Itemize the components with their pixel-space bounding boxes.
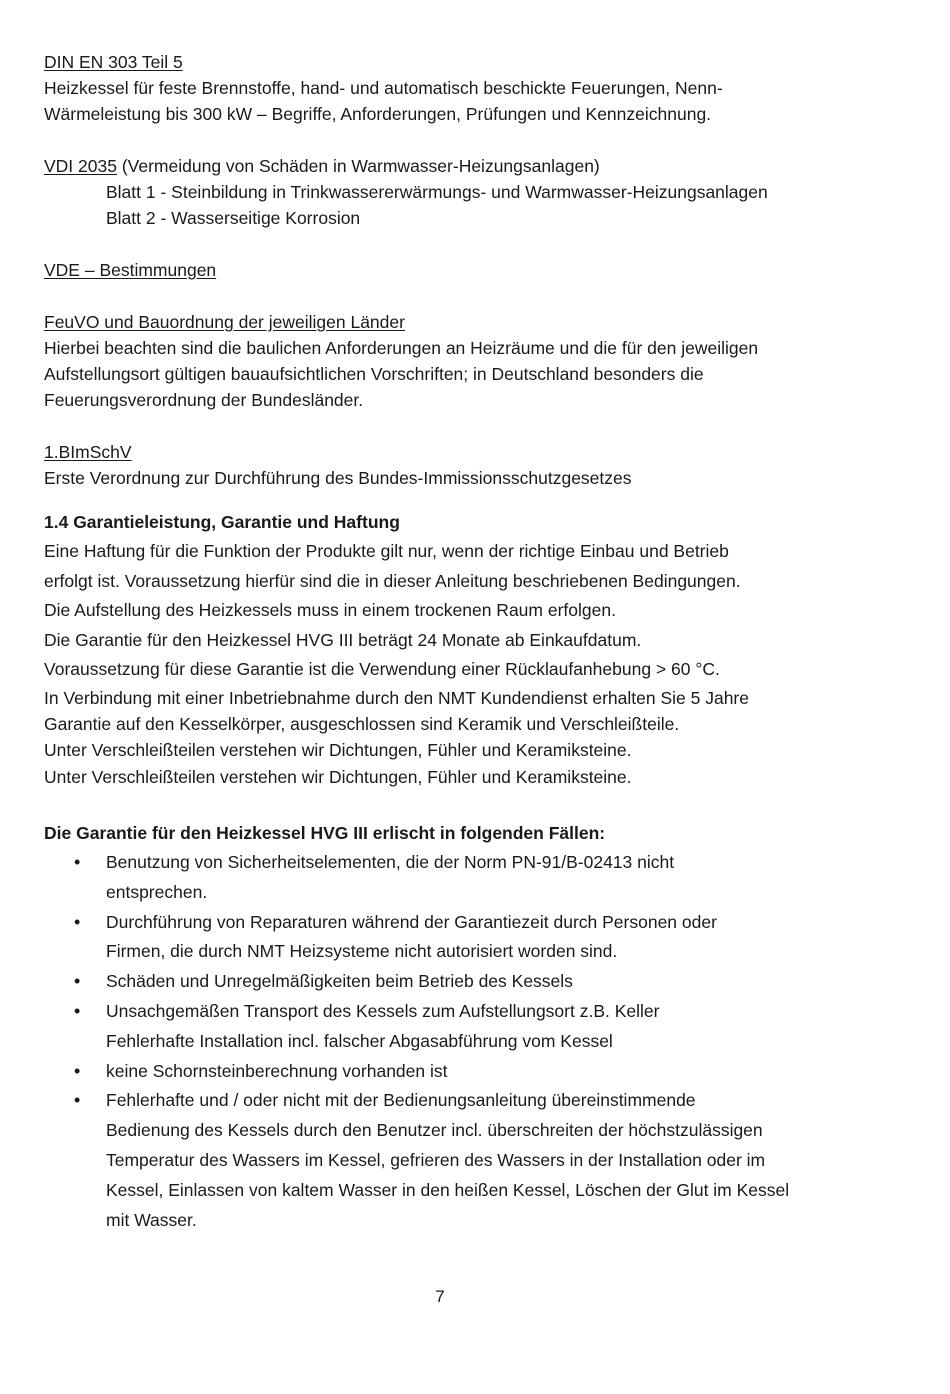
norm-line: Heizkessel für feste Brennstoffe, hand- und automatisch beschickte Feuerungen, Nenn- — [44, 78, 723, 98]
bullet-icon: • — [74, 852, 81, 872]
list-item-line: Unsachgemäßen Transport des Kessels zum Aufstellungsort z.B. Keller — [106, 1000, 660, 1021]
norm-line: Wärmeleistung bis 300 kW – Begriffe, Anforderungen, Prüfungen und Kennzeichnung. — [44, 104, 712, 124]
norm-bimschv — [44, 439, 844, 491]
bullet-icon: • — [74, 911, 81, 932]
norm-line: Hierbei beachten sind die baulichen Anforderungen an Heizräume und die für den jeweiligen — [44, 338, 759, 358]
section-line: In Verbindung mit einer Inbetriebnahme durch den NMT Kundendienst erhalten Sie 5 Jahre — [44, 687, 749, 708]
norm-heading: VDE – Bestimmungen — [44, 260, 217, 280]
bullet-icon: • — [74, 1000, 81, 1021]
section-line: erfolgt ist. Voraussetzung hierfür sind die in dieser Anleitung beschriebenen Bedingungen. — [44, 570, 741, 591]
list-item — [44, 997, 844, 1057]
section-line: Unter Verschleißteilen verstehen wir Dichtungen, Fühler und Keramiksteine. — [44, 739, 632, 760]
bullet-icon: • — [74, 971, 81, 992]
exclusions — [44, 818, 844, 1235]
list-item — [44, 848, 844, 908]
section-line: Garantie auf den Kesselkörper, ausgeschlossen sind Keramik und Verschleißteile. — [44, 713, 680, 734]
norm-line: Feuerungsverordnung der Bundesländer. — [44, 390, 364, 410]
page-number: 7 — [435, 1287, 445, 1306]
section-guarantee — [44, 507, 844, 792]
norm-indented-line: Blatt 1 - Steinbildung in Trinkwassererwärmungs- und Warmwasser-Heizungsanlagen — [106, 182, 768, 202]
norm-indented-line: Blatt 2 - Wasserseitige Korrosion — [106, 208, 361, 228]
list-item-line: Kessel, Einlassen von kaltem Wasser in den heißen Kessel, Löschen der Glut im Kessel — [106, 1179, 790, 1200]
norm-line: Erste Verordnung zur Durchführung des Bundes-Immissionsschutzgesetzes — [44, 468, 632, 488]
norm-din-en-303 — [44, 49, 844, 127]
list-item-line: Fehlerhafte und / oder nicht mit der Bedienungsanleitung übereinstimmende — [106, 1090, 696, 1111]
list-item — [44, 1057, 844, 1087]
bullet-icon: • — [74, 1060, 81, 1081]
exclusions-title: Die Garantie für den Heizkessel HVG III erlischt in folgenden Fällen: — [44, 823, 606, 843]
list-item-line: Firmen, die durch NMT Heizsysteme nicht autorisiert worden sind. — [106, 941, 618, 962]
norm-heading: VDI 2035 — [44, 156, 117, 176]
norm-vdi-2035 — [44, 153, 844, 231]
norm-heading: 1.BImSchV — [44, 442, 132, 462]
list-item-line: mit Wasser. — [106, 1209, 197, 1230]
bullet-icon: • — [74, 1090, 81, 1111]
norm-vde — [44, 257, 844, 283]
list-item — [44, 967, 844, 997]
list-item-line: entsprechen. — [106, 881, 208, 902]
list-item — [44, 1086, 844, 1235]
section-line: Die Aufstellung des Heizkessels muss in einem trockenen Raum erfolgen. — [44, 600, 616, 620]
list-item-line: Schäden und Unregelmäßigkeiten beim Betrieb des Kessels — [106, 971, 573, 992]
norm-heading: FeuVO und Bauordnung der jeweiligen Länder — [44, 312, 405, 332]
list-item-line: Temperatur des Wassers im Kessel, gefrieren des Wassers in der Installation oder im — [106, 1149, 766, 1170]
list-item-line: Fehlerhafte Installation incl. falscher Abgasabführung vom Kessel — [106, 1030, 613, 1051]
norm-line: Aufstellungsort gültigen bauaufsichtlichen Vorschriften; in Deutschland besonders die — [44, 364, 704, 384]
norm-feuvo — [44, 309, 844, 413]
section-line: Die Garantie für den Heizkessel HVG III beträgt 24 Monate ab Einkaufdatum. — [44, 629, 642, 650]
section-title: 1.4 Garantieleistung, Garantie und Haftung — [44, 512, 400, 532]
norm-heading-suffix: (Vermeidung von Schäden in Warmwasser-Heizungsanlagen) — [116, 156, 600, 176]
exclusions-list — [44, 848, 844, 1235]
section-line: Unter Verschleißteilen verstehen wir Dichtungen, Fühler und Keramiksteine. — [44, 766, 632, 787]
section-line: Eine Haftung für die Funktion der Produkte gilt nur, wenn der richtige Einbau und Betrieb — [44, 541, 729, 561]
list-item-line: Durchführung von Reparaturen während der Garantiezeit durch Personen oder — [106, 911, 717, 932]
list-item-line: Benutzung von Sicherheitselementen, die der Norm PN-91/B-02413 nicht — [106, 852, 675, 872]
list-item-line: keine Schornsteinberechnung vorhanden ist — [106, 1060, 448, 1081]
list-item-line: Bedienung des Kessels durch den Benutzer incl. überschreiten der höchstzulässigen — [106, 1120, 763, 1141]
norm-heading: DIN EN 303 Teil 5 — [44, 52, 183, 72]
document-page — [44, 49, 844, 1235]
norm-heading-row — [44, 153, 844, 179]
section-line: Voraussetzung für diese Garantie ist die Verwendung einer Rücklaufanhebung > 60 °C. — [44, 659, 720, 679]
list-item — [44, 908, 844, 968]
